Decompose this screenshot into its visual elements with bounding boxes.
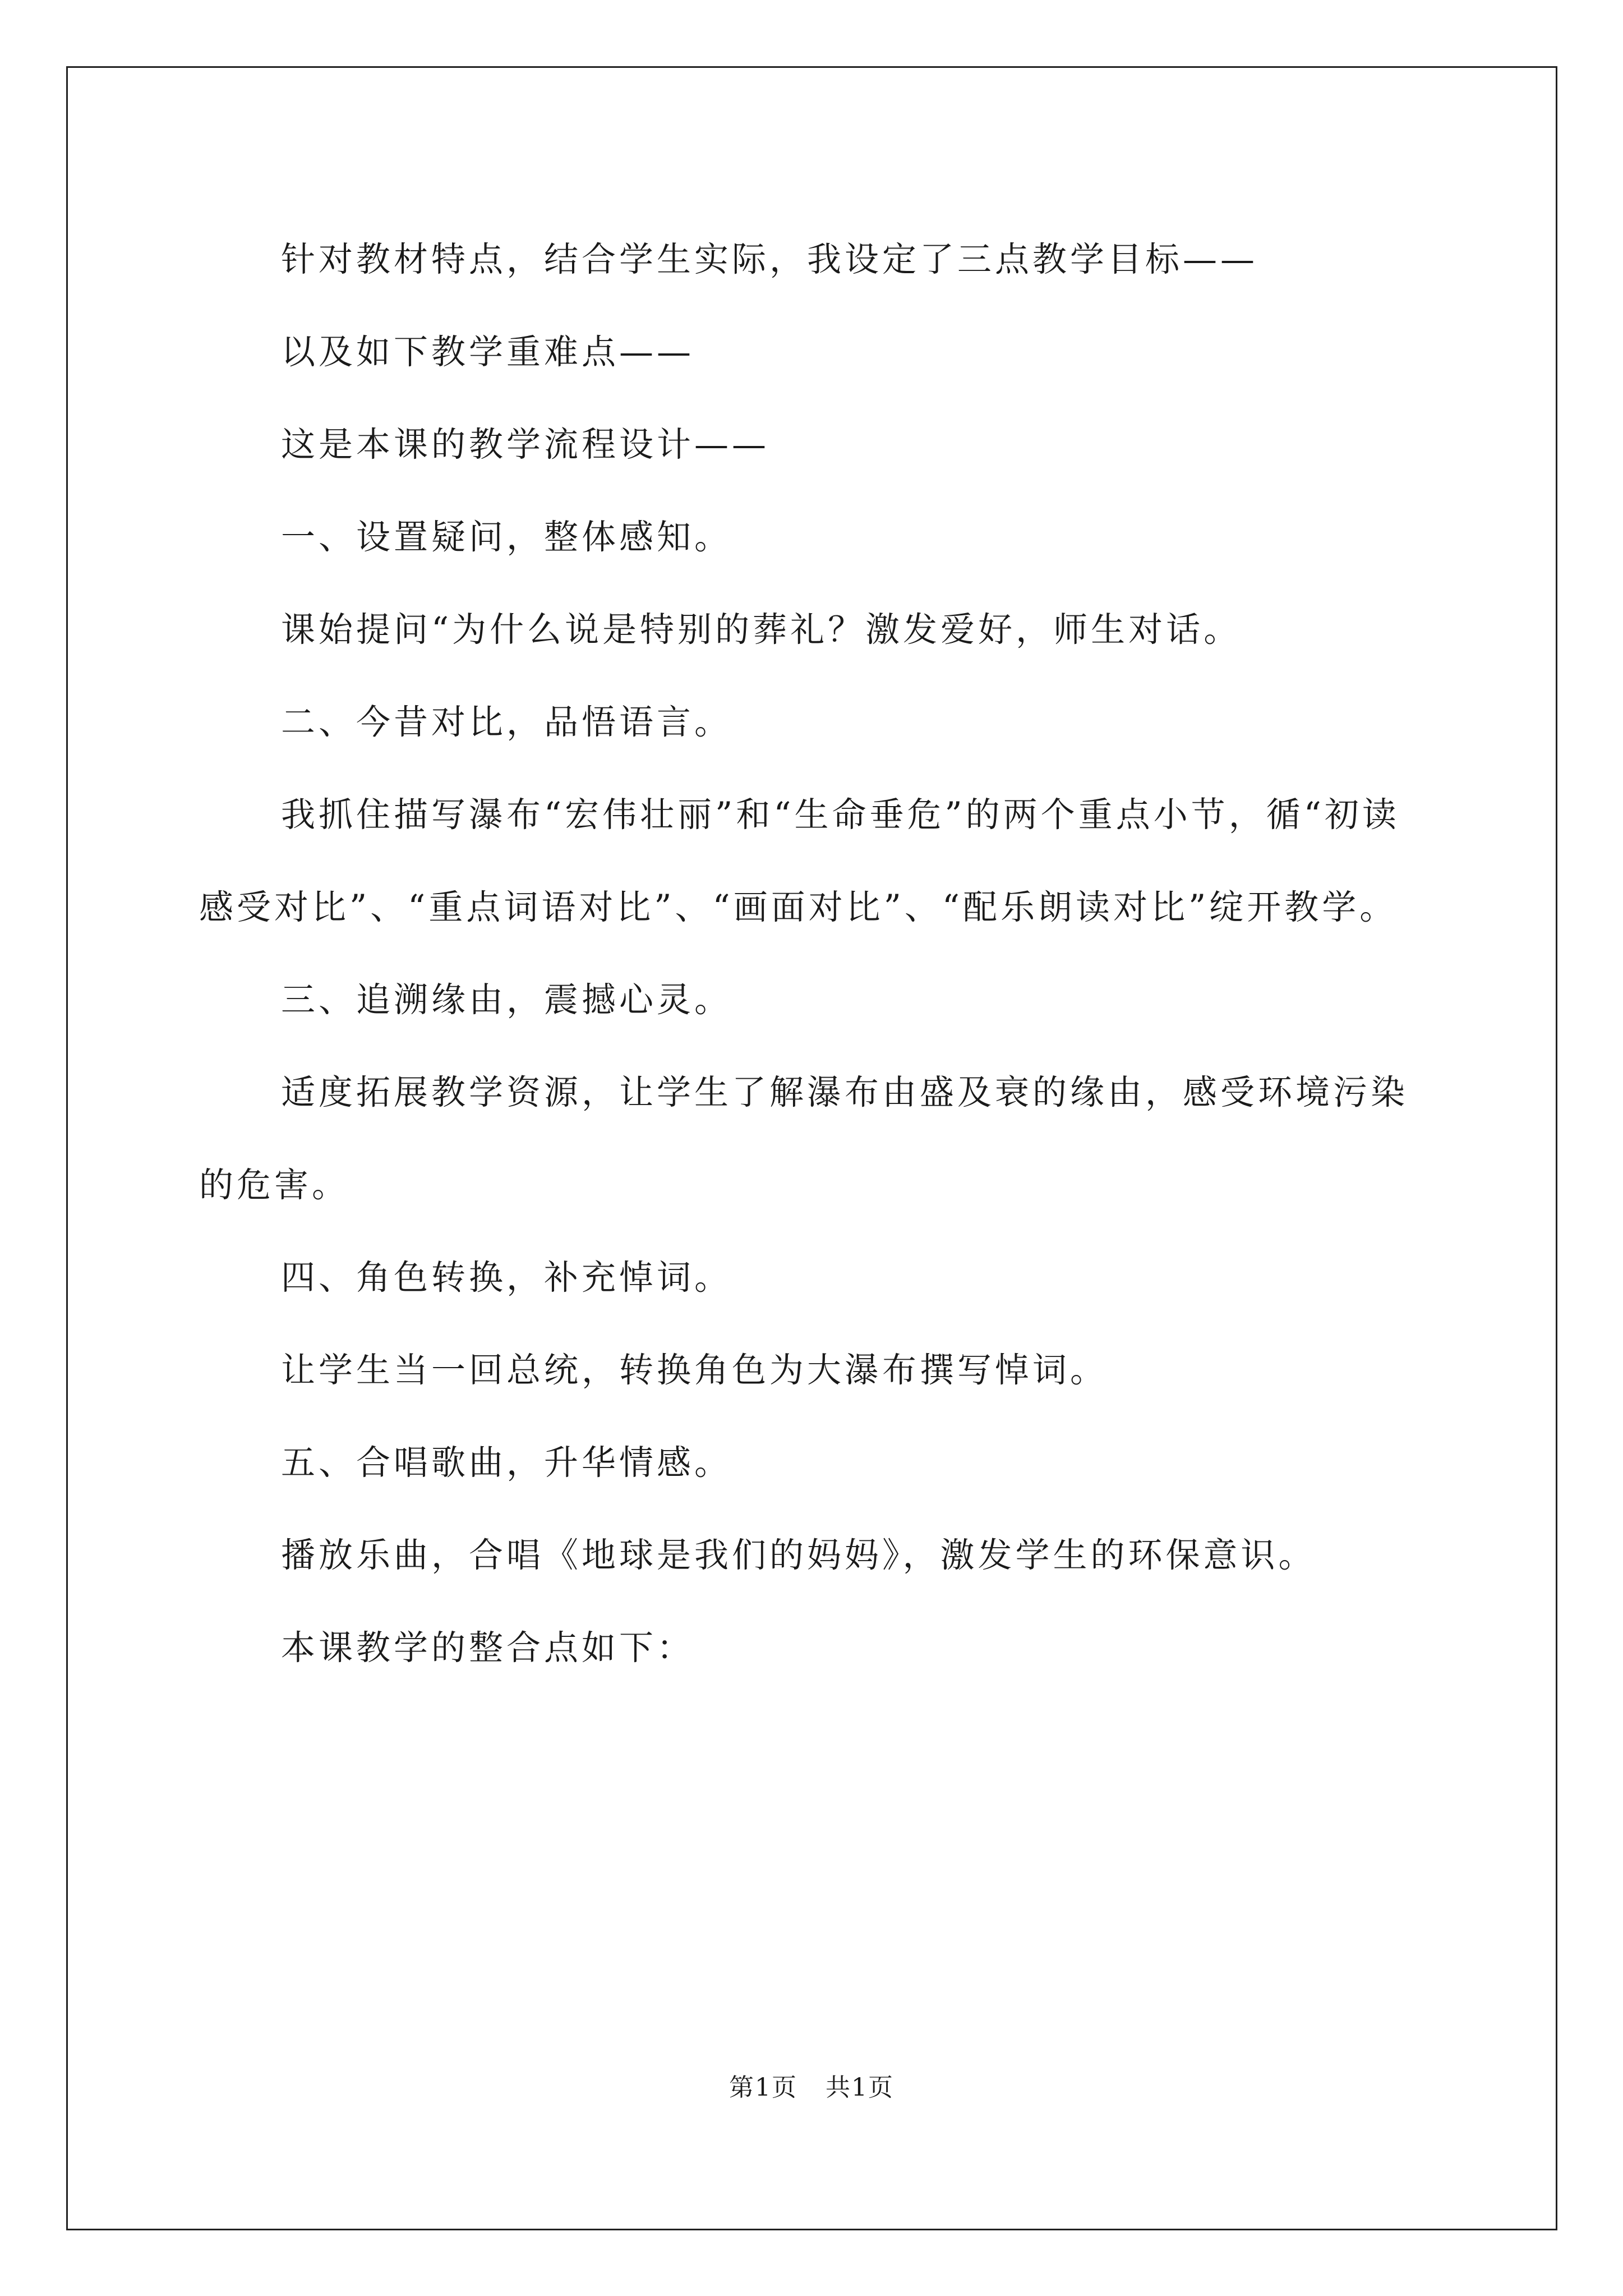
- paragraph: 本课教学的整合点如下：: [281, 1628, 695, 1668]
- paragraph: 课始提问“为什么说是特别的葬礼？激发爱好，师生对话。: [281, 610, 1242, 650]
- paragraph: 让学生当一回总统，转换角色为大瀑布撰写悼词。: [281, 1350, 1108, 1390]
- paragraph: 针对教材特点，结合学生实际，我设定了三点教学目标——: [281, 240, 1258, 279]
- paragraph: 适度拓展教学资源，让学生了解瀑布由盛及衰的缘由，感受环境污染的危害。: [199, 1073, 1409, 1205]
- section-heading: 二、今昔对比，品悟语言。: [281, 702, 732, 742]
- paragraph: 以及如下教学重难点——: [281, 332, 695, 372]
- paragraph: 播放乐曲，合唱《地球是我们的妈妈》，激发学生的环保意识。: [281, 1535, 1316, 1575]
- section-heading: 五、合唱歌曲，升华情感。: [281, 1443, 732, 1483]
- paragraph: 这是本课的教学流程设计——: [281, 425, 770, 464]
- page-number: 第1页: [729, 2073, 797, 2102]
- page-total: 共1页: [826, 2073, 894, 2102]
- page-footer: [0, 2067, 1623, 2103]
- paragraph: 我抓住描写瀑布“宏伟壮丽”和“生命垂危”的两个重点小节，循“初读感受对比”、“重点词语对比”、“画面对比”、“配乐朗读对比”绽开教学。: [199, 795, 1400, 927]
- document-body: [199, 213, 1433, 1694]
- section-heading: 三、追溯缘由，震撼心灵。: [281, 980, 732, 1020]
- section-heading: 一、设置疑问，整体感知。: [281, 517, 732, 557]
- section-heading: 四、角色转换，补充悼词。: [281, 1258, 732, 1297]
